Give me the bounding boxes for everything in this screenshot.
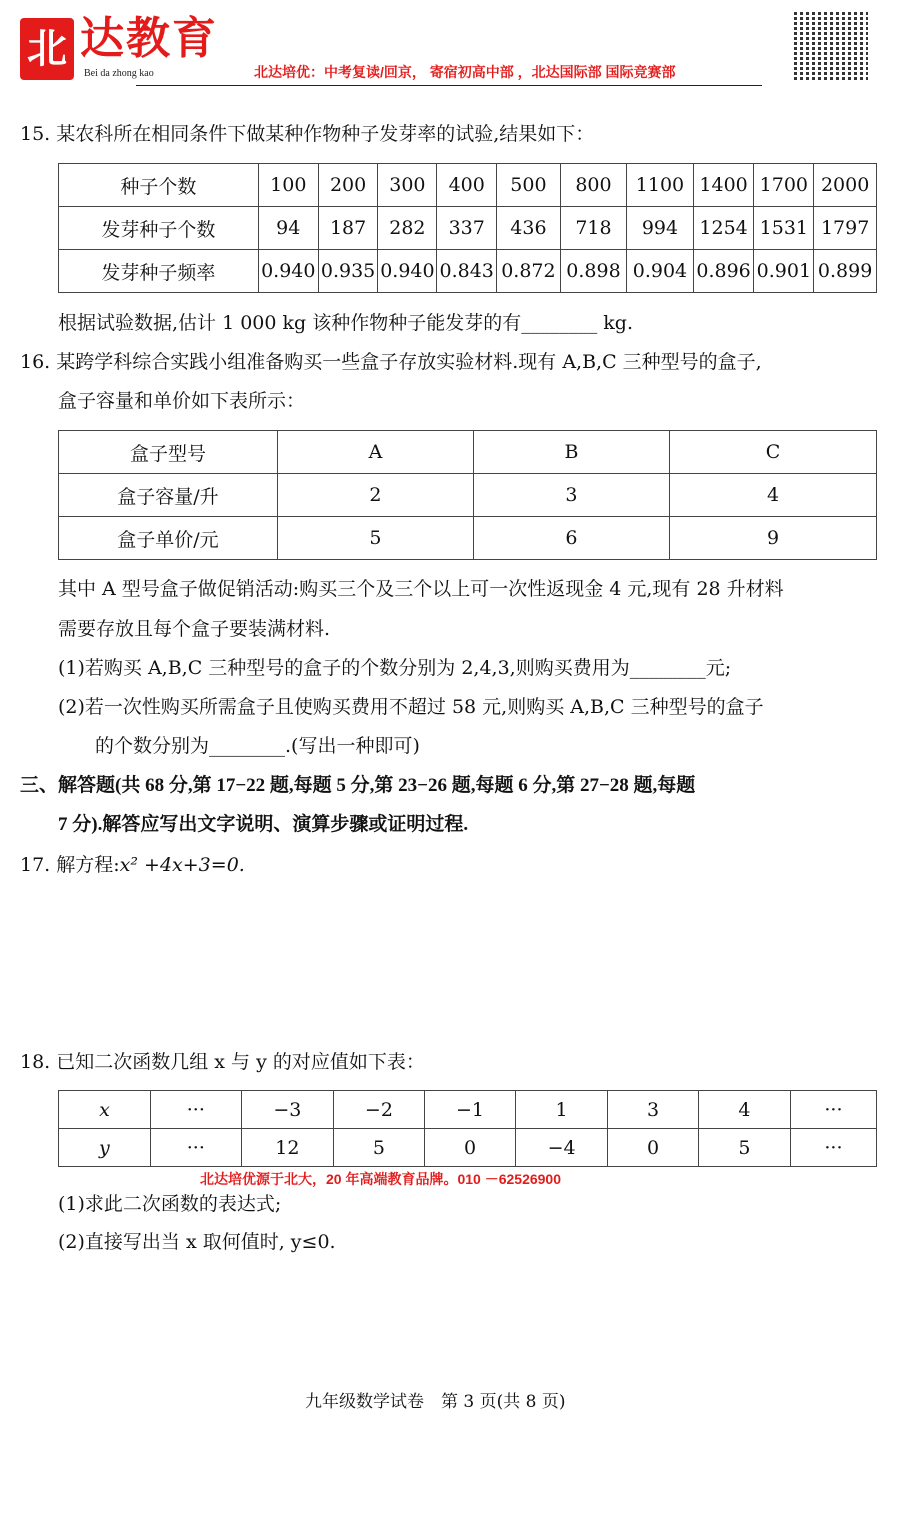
table-cell: 0.904 — [627, 250, 693, 293]
watermark-text: 北达培优源于北大，20 年高端教育品牌。010 －62526900 — [200, 1171, 561, 1187]
header-slogan: 北达培优：中考复读/回京， 寄宿初高中部 ，北达国际部 国际竞赛部 — [254, 64, 676, 80]
table-cell: A — [277, 431, 473, 474]
table-cell: 1797 — [814, 207, 877, 250]
table-cell: 0.935 — [318, 250, 378, 293]
table-cell: 94 — [258, 207, 318, 250]
q16-part-2b: 的个数分别为________.(写出一种即可) — [95, 735, 420, 757]
q15-ask: 根据试验数据,估计 1 000 kg 该种作物种子能发芽的有________ kg. — [58, 312, 633, 334]
table-cell: 436 — [497, 207, 561, 250]
table-cell: 100 — [258, 164, 318, 207]
table-cell: 994 — [627, 207, 693, 250]
q16-part-1: (1)若购买 A,B,C 三种型号的盒子的个数分别为 2,4,3,则购买费用为________元; — [58, 657, 732, 679]
table-cell: 0.898 — [560, 250, 626, 293]
q18-part-1: (1)求此二次函数的表达式; — [58, 1193, 282, 1215]
table-cell: 5 — [333, 1129, 424, 1167]
q17-label: 17. 解方程: — [20, 854, 120, 876]
table-cell: −2 — [333, 1091, 424, 1129]
table-cell: 0.872 — [497, 250, 561, 293]
table-cell: ··· — [790, 1129, 876, 1167]
table-cell: 0.843 — [437, 250, 497, 293]
table-cell: 0.940 — [378, 250, 437, 293]
table-cell: 282 — [378, 207, 437, 250]
table-cell: 9 — [669, 517, 876, 560]
qr-code-icon — [794, 10, 868, 82]
table-cell: −1 — [424, 1091, 515, 1129]
table-cell: 2 — [277, 474, 473, 517]
q18-part-2: (2)直接写出当 x 取何值时, y≤0. — [58, 1231, 336, 1253]
table-cell: 0.940 — [258, 250, 318, 293]
header-divider — [136, 85, 762, 86]
q16-part-2a: (2)若一次性购买所需盒子且使购买费用不超过 58 元,则购买 A,B,C 三种型号的盒子 — [58, 696, 764, 718]
table-cell: 12 — [241, 1129, 333, 1167]
table-cell: 4 — [699, 1091, 791, 1129]
table-cell: ··· — [150, 1091, 241, 1129]
table-cell: 发芽种子个数 — [59, 207, 259, 250]
table-cell: 187 — [318, 207, 378, 250]
table-cell: 种子个数 — [59, 164, 259, 207]
table-cell: 1700 — [754, 164, 814, 207]
table-cell: −3 — [241, 1091, 333, 1129]
page-footer: 九年级数学试卷 第 3 页(共 8 页) — [305, 1392, 566, 1412]
table-cell: 1400 — [693, 164, 754, 207]
table-row — [59, 250, 877, 293]
table-cell: 0.899 — [814, 250, 877, 293]
table-cell: 发芽种子频率 — [59, 250, 259, 293]
table-cell: B — [473, 431, 669, 474]
section3-heading-1: 三、解答题(共 68 分,第 17−22 题,每题 5 分,第 23−26 题,每题 6 分,第 27−28 题,每题 — [20, 775, 696, 796]
q15-table — [58, 163, 877, 293]
logo-text: 达教育 — [80, 13, 218, 64]
table-cell: 1100 — [627, 164, 693, 207]
table-cell: 4 — [669, 474, 876, 517]
q18-table — [58, 1090, 877, 1167]
table-row — [59, 474, 877, 517]
table-cell: 3 — [608, 1091, 699, 1129]
table-cell: 0.896 — [693, 250, 754, 293]
table-cell: 盒子容量/升 — [59, 474, 278, 517]
table-cell: 337 — [437, 207, 497, 250]
table-cell: 200 — [318, 164, 378, 207]
table-cell: 盒子型号 — [59, 431, 278, 474]
table-cell: y — [59, 1129, 151, 1167]
q16-stem-2: 盒子容量和单价如下表所示： — [58, 390, 306, 412]
table-cell: 800 — [560, 164, 626, 207]
table-cell: x — [59, 1091, 151, 1129]
table-row — [59, 1091, 877, 1129]
q17-equation: x² +4x+3=0. — [119, 854, 245, 876]
table-cell: 5 — [699, 1129, 791, 1167]
table-cell: 400 — [437, 164, 497, 207]
logo-mark: 北 — [20, 18, 74, 80]
section3-heading-2: 7 分).解答应写出文字说明、演算步骤或证明过程. — [58, 814, 469, 835]
table-cell: 0.901 — [754, 250, 814, 293]
table-cell: 5 — [277, 517, 473, 560]
table-cell: 300 — [378, 164, 437, 207]
table-row — [59, 207, 877, 250]
table-row — [59, 517, 877, 560]
table-cell: 盒子单价/元 — [59, 517, 278, 560]
q17 — [20, 853, 245, 877]
q16-table — [58, 430, 877, 560]
table-cell: 1 — [516, 1091, 608, 1129]
q15-stem: 15. 某农科所在相同条件下做某种作物种子发芽率的试验,结果如下： — [20, 123, 595, 145]
table-cell: ··· — [790, 1091, 876, 1129]
table-cell: −4 — [516, 1129, 608, 1167]
table-cell: ··· — [150, 1129, 241, 1167]
table-cell: 718 — [560, 207, 626, 250]
table-row — [59, 1129, 877, 1167]
q16-note-1: 其中 A 型号盒子做促销活动:购买三个及三个以上可一次性返现金 4 元,现有 28 升材料 — [58, 578, 784, 600]
table-cell: 0 — [424, 1129, 515, 1167]
table-cell: 500 — [497, 164, 561, 207]
table-cell: 1254 — [693, 207, 754, 250]
q16-stem-1: 16. 某跨学科综合实践小组准备购买一些盒子存放实验材料.现有 A,B,C 三种型号的盒子, — [20, 351, 762, 373]
logo-subtitle: Bei da zhong kao — [84, 68, 154, 79]
q18-stem: 18. 已知二次函数几组 x 与 y 的对应值如下表： — [20, 1051, 425, 1073]
table-cell: C — [669, 431, 876, 474]
table-row — [59, 164, 877, 207]
table-cell: 6 — [473, 517, 669, 560]
q16-note-2: 需要存放且每个盒子要装满材料. — [58, 618, 331, 640]
table-cell: 0 — [608, 1129, 699, 1167]
table-cell: 2000 — [814, 164, 877, 207]
table-row — [59, 431, 877, 474]
table-cell: 3 — [473, 474, 669, 517]
table-cell: 1531 — [754, 207, 814, 250]
